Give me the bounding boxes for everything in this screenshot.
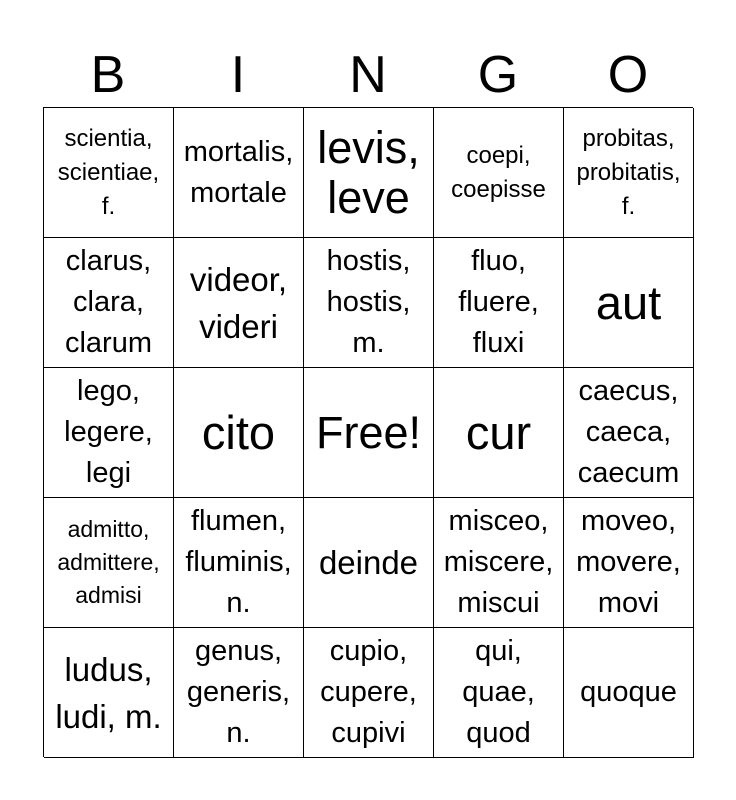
cell-text: lego, legere, legi: [64, 375, 153, 489]
bingo-board: [43, 107, 693, 757]
header-letter-n: N: [349, 46, 387, 104]
cell-text: deinde: [318, 544, 419, 581]
header-letter-i: I: [230, 46, 246, 104]
cell-text: ludus, ludi, m.: [55, 650, 162, 735]
header-letter-g: G: [477, 46, 519, 104]
bingo-cell[interactable]: [174, 368, 304, 498]
bingo-cell[interactable]: [434, 498, 564, 628]
bingo-cell[interactable]: [434, 108, 564, 238]
bingo-cell[interactable]: [44, 498, 174, 628]
cell-text: qui, quae, quod: [462, 635, 535, 749]
cell-text: scientia, scientiae, f.: [57, 124, 160, 220]
free-space-cell[interactable]: [304, 368, 434, 498]
cell-text: flumen, fluminis, n.: [185, 505, 292, 619]
cell-text: videor, videri: [189, 260, 288, 345]
bingo-cell[interactable]: [434, 628, 564, 758]
bingo-cell[interactable]: [304, 628, 434, 758]
bingo-cell[interactable]: [174, 498, 304, 628]
cell-text: cupio, cupere, cupivi: [320, 635, 417, 749]
cell-text: aut: [595, 275, 662, 329]
bingo-cell[interactable]: [174, 628, 304, 758]
cell-text: genus, generis, n.: [186, 635, 291, 749]
header-letter-o: O: [607, 46, 649, 104]
cell-text: probitas, probitatis, f.: [576, 124, 681, 220]
cell-text: misceo, miscere, miscui: [443, 505, 554, 619]
cell-text: moveo, movere, movi: [576, 505, 681, 619]
bingo-header: [43, 44, 693, 106]
bingo-cell[interactable]: [44, 238, 174, 368]
bingo-cell[interactable]: [434, 368, 564, 498]
bingo-cell[interactable]: [174, 108, 304, 238]
cell-text: caecus, caeca, caecum: [577, 375, 680, 489]
cell-text: levis, leve: [317, 122, 420, 223]
cell-text: quoque: [580, 676, 677, 708]
bingo-cell[interactable]: [564, 498, 694, 628]
header-letter-b: B: [90, 46, 126, 104]
cell-text: admitto, admittere, admisi: [57, 516, 160, 608]
cell-text: hostis, hostis, m.: [326, 245, 411, 359]
cell-text: coepi, coepisse: [451, 141, 546, 203]
bingo-cell[interactable]: [44, 368, 174, 498]
bingo-cell[interactable]: [44, 108, 174, 238]
bingo-cell[interactable]: [304, 238, 434, 368]
bingo-cell[interactable]: [304, 498, 434, 628]
bingo-cell[interactable]: [564, 108, 694, 238]
cell-text: fluo, fluere, fluxi: [458, 245, 539, 359]
bingo-cell[interactable]: [564, 628, 694, 758]
cell-text: cito: [201, 405, 276, 459]
cell-text: clarus, clara, clarum: [64, 245, 152, 359]
bingo-cell[interactable]: [304, 108, 434, 238]
cell-text: mortalis, mortale: [183, 135, 294, 209]
bingo-cell[interactable]: [174, 238, 304, 368]
bingo-cell[interactable]: [564, 368, 694, 498]
cell-text: cur: [465, 405, 532, 459]
free-space-label: Free!: [315, 406, 422, 458]
bingo-cell[interactable]: [564, 238, 694, 368]
bingo-cell[interactable]: [44, 628, 174, 758]
bingo-cell[interactable]: [434, 238, 564, 368]
